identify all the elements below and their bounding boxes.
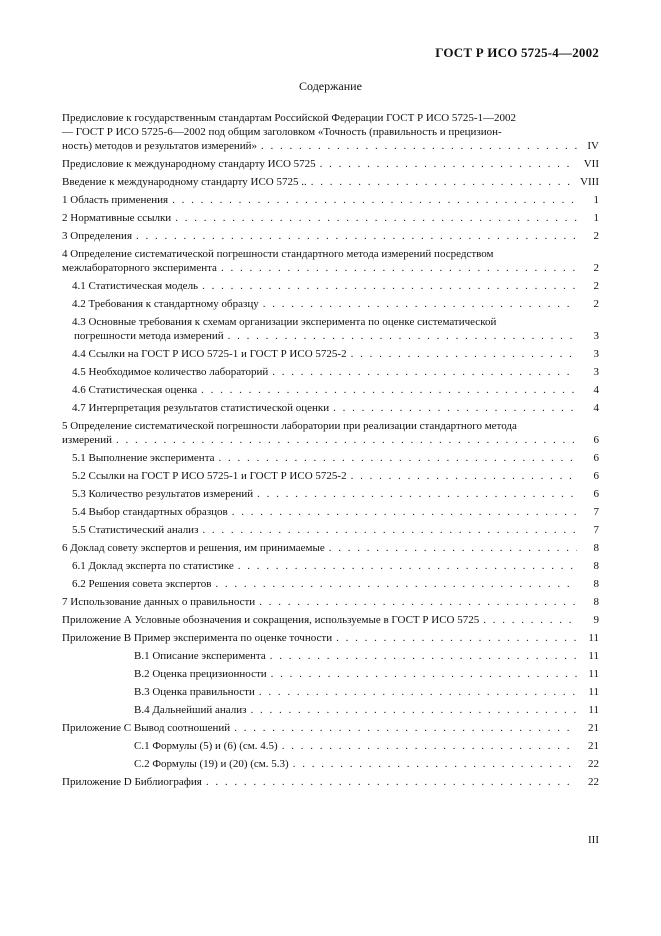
dot-leader [272, 365, 577, 379]
toc-entry [62, 649, 599, 663]
toc-entry-row [62, 613, 599, 627]
toc-entry-title: 4.1 Статистическая модель [72, 280, 199, 292]
toc-entry-row [62, 297, 599, 311]
toc-entry-page: VIII [580, 176, 599, 188]
toc-entry-row [62, 139, 599, 153]
toc-entry-row [62, 559, 599, 573]
dot-leader [351, 347, 577, 361]
toc-entry-page: 11 [588, 668, 599, 680]
toc-entry-row [62, 487, 599, 501]
toc-entry [62, 111, 599, 153]
toc-entry-line: 4.3 Основные требования к схемам организации эксперимента по оценке систематической [72, 316, 497, 328]
toc-entry-page: 1 [593, 194, 599, 206]
toc-entry-row [62, 523, 599, 537]
dot-leader [483, 613, 577, 627]
toc-entry-page: 8 [593, 596, 599, 608]
toc-entry-title: 5.2 Ссылки на ГОСТ Р ИСО 5725-1 и ГОСТ Р ИСО 5725-2 [72, 470, 347, 482]
toc-entry-page: 11 [588, 686, 599, 698]
dot-leader [172, 193, 577, 207]
dot-leader [351, 469, 577, 483]
toc-entry-row [62, 577, 599, 591]
toc-entry [62, 667, 599, 681]
toc-entry [62, 451, 599, 465]
dot-leader [234, 721, 577, 735]
toc-entry-page: 11 [588, 650, 599, 662]
toc-entry-title: 3 Определения [62, 230, 133, 242]
toc-entry-page: 2 [593, 262, 599, 274]
toc-entry-title: 4.6 Статистическая оценка [72, 384, 198, 396]
toc-entry [62, 469, 599, 483]
toc-entry [62, 631, 599, 645]
toc-entry-page: 11 [588, 704, 599, 716]
toc-entry-title: погрешности метода измерений [74, 330, 224, 342]
toc-entry [62, 175, 599, 189]
toc-entry-page: IV [587, 140, 599, 152]
toc-entry-page: 21 [588, 740, 599, 752]
toc-entry [62, 577, 599, 591]
toc-entry-title: измерений [62, 434, 112, 446]
dot-leader [270, 649, 577, 663]
toc-entry [62, 703, 599, 717]
toc-entry-page: 1 [593, 212, 599, 224]
dot-leader [282, 739, 577, 753]
dot-leader [175, 211, 577, 225]
dot-leader [293, 757, 577, 771]
toc-entry [62, 157, 599, 171]
toc-entry-page: 6 [593, 434, 599, 446]
toc-entry-title: 2 Нормативные ссылки [62, 212, 172, 224]
toc-entry-row [62, 261, 599, 275]
dot-leader [219, 451, 577, 465]
toc-entry-title: Приложение А Условные обозначения и сокращения, используемые в ГОСТ Р ИСО 5725 [62, 614, 480, 626]
dot-leader [250, 703, 577, 717]
dot-leader [329, 541, 577, 555]
toc-entry-row [62, 433, 599, 447]
toc-entry-title: 1 Область применения [62, 194, 169, 206]
dot-leader [257, 487, 577, 501]
toc-entry [62, 193, 599, 207]
toc-entry-page: 4 [593, 384, 599, 396]
toc-entry-row [62, 685, 599, 699]
dot-leader [136, 229, 577, 243]
toc-entry [62, 541, 599, 555]
toc-entry [62, 505, 599, 519]
toc-entry-page: 3 [593, 348, 599, 360]
toc-entry [62, 739, 599, 753]
toc-entry-title: межлабораторного эксперимента [62, 262, 217, 274]
dot-leader [311, 175, 576, 189]
toc-entry [62, 523, 599, 537]
toc-entry-title: Приложение D Библиография [62, 776, 202, 788]
dot-leader [333, 401, 577, 415]
toc-entry-title: Приложение В Пример эксперимента по оценке точности [62, 632, 333, 644]
toc-entry-title: В.4 Дальнейший анализ [134, 704, 247, 716]
toc-entry-row [62, 775, 599, 789]
toc-entry [62, 401, 599, 415]
toc-entry-row [62, 451, 599, 465]
toc-entry [62, 383, 599, 397]
toc-entry-row [62, 721, 599, 735]
toc-entry-title: 6.2 Решения совета экспертов [72, 578, 212, 590]
toc-entry-page: 7 [593, 506, 599, 518]
toc-entry-row [62, 347, 599, 361]
toc-entry-title: 5.5 Статистический анализ [72, 524, 199, 536]
table-of-contents [62, 111, 599, 793]
toc-entry-title: 5.4 Выбор стандартных образцов [72, 506, 228, 518]
dot-leader [263, 297, 577, 311]
toc-entry-page: 3 [593, 366, 599, 378]
dot-leader [261, 139, 577, 153]
dot-leader [228, 329, 577, 343]
dot-leader [320, 157, 577, 171]
toc-entry-title: 6.1 Доклад эксперта по статистике [72, 560, 234, 572]
toc-entry-page: 22 [588, 776, 599, 788]
toc-entry-row [62, 649, 599, 663]
toc-entry-row [62, 211, 599, 225]
page-title: Содержание [299, 79, 362, 93]
toc-entry-row [62, 631, 599, 645]
toc-entry-line: 4 Определение систематической погрешности стандартного метода измерений посредством [62, 248, 494, 260]
toc-entry [62, 211, 599, 225]
toc-entry [62, 347, 599, 361]
toc-entry-row [62, 279, 599, 293]
toc-entry-line: 5 Определение систематической погрешности лаборатории при реализации стандартного метода [62, 420, 517, 432]
toc-entry-title: С.1 Формулы (5) и (6) (см. 4.5) [134, 740, 278, 752]
toc-entry-page: 6 [593, 452, 599, 464]
toc-entry [62, 297, 599, 311]
toc-entry-title: Предисловие к международному стандарту ИСО 5725 [62, 158, 316, 170]
toc-entry-page: 6 [593, 488, 599, 500]
toc-entry-title: 4.2 Требования к стандартному образцу [72, 298, 259, 310]
toc-entry [62, 419, 599, 447]
toc-entry-title: 4.5 Необходимое количество лабораторий [72, 366, 269, 378]
toc-entry-title: Приложение С Вывод соотношений [62, 722, 231, 734]
toc-entry [62, 757, 599, 771]
toc-entry-title: 7 Использование данных о правильности [62, 596, 256, 608]
toc-entry-page: 11 [588, 632, 599, 644]
toc-entry-title: В.3 Оценка правильности [134, 686, 255, 698]
toc-entry-line: — ГОСТ Р ИСО 5725-6—2002 под общим заголовком «Точность (правильность и прецизион- [62, 126, 502, 138]
toc-entry-page: 8 [593, 560, 599, 572]
toc-entry-row [62, 193, 599, 207]
dot-leader [232, 505, 577, 519]
toc-entry [62, 595, 599, 609]
dot-leader [202, 523, 577, 537]
toc-entry-title: В.1 Описание эксперимента [134, 650, 266, 662]
toc-entry-page: 4 [593, 402, 599, 414]
toc-entry-row [62, 401, 599, 415]
toc-entry-title: 6 Доклад совету экспертов и решения, им принимаемые [62, 542, 325, 554]
toc-entry-row [62, 175, 599, 189]
toc-entry-row [62, 229, 599, 243]
toc-entry [62, 315, 599, 343]
dot-leader [336, 631, 577, 645]
toc-entry-page: 6 [593, 470, 599, 482]
toc-entry-row [62, 505, 599, 519]
toc-entry [62, 247, 599, 275]
toc-entry [62, 365, 599, 379]
toc-entry [62, 775, 599, 789]
toc-entry-title: С.2 Формулы (19) и (20) (см. 5.3) [134, 758, 289, 770]
toc-entry-page: 2 [593, 298, 599, 310]
page-number: III [588, 834, 599, 846]
toc-entry-page: 22 [588, 758, 599, 770]
toc-entry-title: ность) методов и результатов измерений» [62, 140, 257, 152]
dot-leader [215, 577, 577, 591]
toc-entry-title: 5.3 Количество результатов измерений [72, 488, 254, 500]
toc-entry [62, 229, 599, 243]
toc-entry-row [62, 739, 599, 753]
toc-entry-page: 2 [593, 280, 599, 292]
toc-entry-title: 5.1 Выполнение эксперимента [72, 452, 215, 464]
toc-entry-page: 7 [593, 524, 599, 536]
toc-entry-line: Предисловие к государственным стандартам Российской Федерации ГОСТ Р ИСО 5725-1—2002 [62, 112, 517, 124]
toc-entry-title: 4.7 Интерпретация результатов статистической оценки [72, 402, 330, 414]
dot-leader [259, 685, 577, 699]
dot-leader [259, 595, 577, 609]
toc-entry [62, 279, 599, 293]
toc-entry-row [62, 667, 599, 681]
toc-entry-row [62, 383, 599, 397]
document-header: ГОСТ Р ИСО 5725-4—2002 [435, 45, 599, 60]
toc-entry-page: 8 [593, 542, 599, 554]
dot-leader [221, 261, 577, 275]
toc-entry-row [62, 329, 599, 343]
dot-leader [206, 775, 577, 789]
toc-entry-row [62, 757, 599, 771]
toc-entry-page: 21 [588, 722, 599, 734]
toc-entry [62, 613, 599, 627]
toc-entry-row [62, 541, 599, 555]
toc-entry-title: Введение к международному стандарту ИСО 5725 .. [62, 176, 307, 188]
toc-entry-title: 4.4 Ссылки на ГОСТ Р ИСО 5725-1 и ГОСТ Р ИСО 5725-2 [72, 348, 347, 360]
dot-leader [116, 433, 577, 447]
toc-entry-page: 9 [593, 614, 599, 626]
toc-entry-page: 8 [593, 578, 599, 590]
toc-entry-row [62, 595, 599, 609]
toc-entry-title: В.2 Оценка прецизионности [134, 668, 267, 680]
toc-entry [62, 559, 599, 573]
dot-leader [271, 667, 577, 681]
toc-entry [62, 487, 599, 501]
toc-entry-row [62, 365, 599, 379]
toc-entry-page: VII [583, 158, 599, 170]
dot-leader [202, 279, 577, 293]
toc-entry [62, 721, 599, 735]
dot-leader [238, 559, 577, 573]
toc-entry-row [62, 469, 599, 483]
toc-entry-page: 3 [593, 330, 599, 342]
toc-entry [62, 685, 599, 699]
dot-leader [201, 383, 577, 397]
toc-entry-row [62, 157, 599, 171]
toc-entry-row [62, 703, 599, 717]
toc-entry-page: 2 [593, 230, 599, 242]
